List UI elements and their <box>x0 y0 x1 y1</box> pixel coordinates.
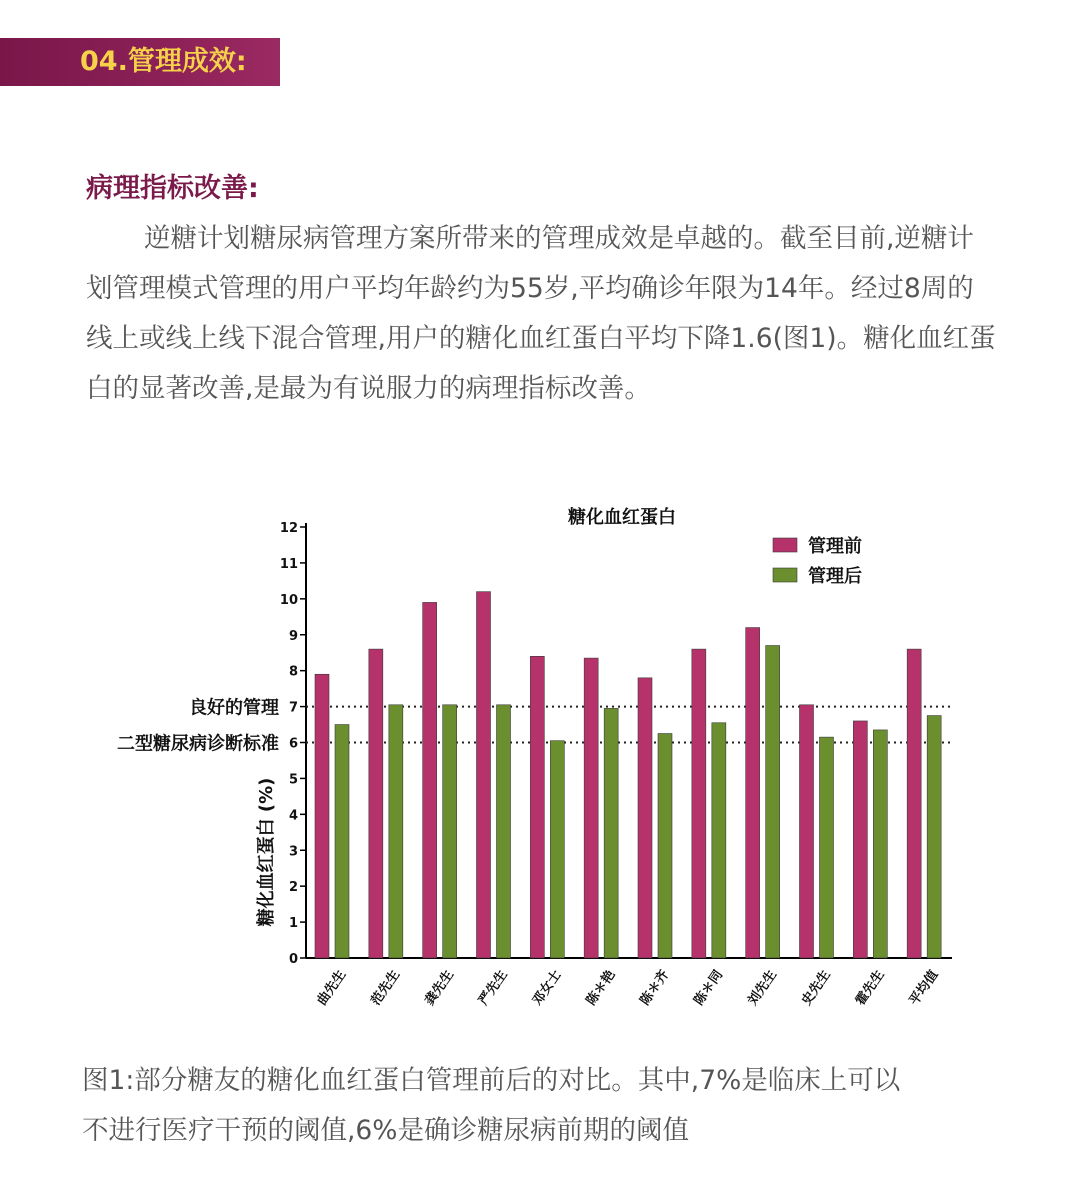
x-tick-label: 陈＊齐 <box>637 967 673 1009</box>
y-tick-label: 2 <box>288 880 298 896</box>
bar-after <box>497 705 511 958</box>
bar-before <box>315 674 329 958</box>
bar-before <box>584 658 598 958</box>
legend-label: 管理后 <box>808 566 862 587</box>
bar-after <box>389 705 403 958</box>
bar-before <box>800 705 814 958</box>
y-tick-label: 10 <box>279 592 298 608</box>
bar-after <box>658 734 672 958</box>
section-banner <box>0 38 280 86</box>
legend-label: 管理前 <box>808 536 862 557</box>
x-tick-label: 史先生 <box>799 967 834 1009</box>
bar-after <box>604 708 618 958</box>
y-tick-label: 4 <box>288 808 298 824</box>
y-tick-label: 12 <box>279 521 298 536</box>
x-tick-label: 霍先生 <box>852 967 888 1009</box>
y-axis-label: 糖化血红蛋白 (%) <box>256 777 277 927</box>
y-tick-label: 3 <box>288 844 298 860</box>
bar-before <box>638 678 652 958</box>
hba1c-bar-chart <box>0 490 1080 1040</box>
y-tick-label: 8 <box>288 664 298 680</box>
x-tick-label: 陈＊艳 <box>583 967 619 1009</box>
y-tick-label: 5 <box>288 772 298 788</box>
x-tick-label: 邓女士 <box>529 967 565 1009</box>
x-tick-label: 范先生 <box>368 967 404 1009</box>
x-tick-label: 龚先生 <box>422 967 457 1009</box>
x-tick-label: 陈＊同 <box>691 967 727 1009</box>
bar-before <box>907 649 921 958</box>
x-tick-label: 刘先生 <box>745 967 780 1009</box>
bar-after <box>927 716 941 958</box>
banner-title: 04.管理成效: <box>80 46 247 77</box>
x-tick-label: 严先生 <box>476 967 511 1009</box>
bar-before <box>746 628 760 958</box>
bar-before <box>853 721 867 958</box>
reference-line-label: 良好的管理 <box>189 697 279 719</box>
bar-after <box>820 737 834 958</box>
legend-swatch <box>773 568 797 582</box>
bar-after <box>766 646 780 958</box>
legend-swatch <box>773 538 797 552</box>
bar-after <box>873 730 887 958</box>
bar-after <box>335 725 349 958</box>
figure-caption: 图1:部分糖友的糖化血红蛋白管理前后的对比。其中,7%是临床上可以不进行医疗干预的阈值,6%是确诊糖尿病前期的阈值 <box>82 1065 901 1146</box>
y-tick-label: 1 <box>288 916 298 932</box>
bar-before <box>423 602 437 958</box>
y-tick-label: 0 <box>288 952 298 967</box>
y-tick-label: 6 <box>288 736 298 752</box>
x-tick-label: 平均值 <box>906 967 942 1009</box>
bar-before <box>692 649 706 958</box>
y-tick-label: 11 <box>279 556 298 572</box>
y-tick-label: 7 <box>288 700 298 716</box>
body-paragraph: 逆糖计划糖尿病管理方案所带来的管理成效是卓越的。截至目前,逆糖计划管理模式管理的用户平均年龄约为55岁,平均确诊年限为14年。经过8周的线上或线上线下混合管理,用户的糖化血红蛋白平均下降1.6(图1)。糖化血红蛋白的显著改善,是最为有说服力的病理指标改善。 <box>86 223 996 404</box>
x-tick-label: 曲先生 <box>314 967 350 1009</box>
bar-before <box>477 592 491 958</box>
reference-line-label: 二型糖尿病诊断标准 <box>117 733 279 755</box>
bar-before <box>530 656 544 958</box>
bar-before <box>369 649 383 958</box>
bar-after <box>550 741 564 958</box>
chart-title: 糖化血红蛋白 <box>568 507 676 528</box>
y-tick-label: 9 <box>288 628 298 644</box>
bar-after <box>443 705 457 958</box>
section-heading: 病理指标改善: <box>86 173 259 204</box>
bar-after <box>712 723 726 958</box>
